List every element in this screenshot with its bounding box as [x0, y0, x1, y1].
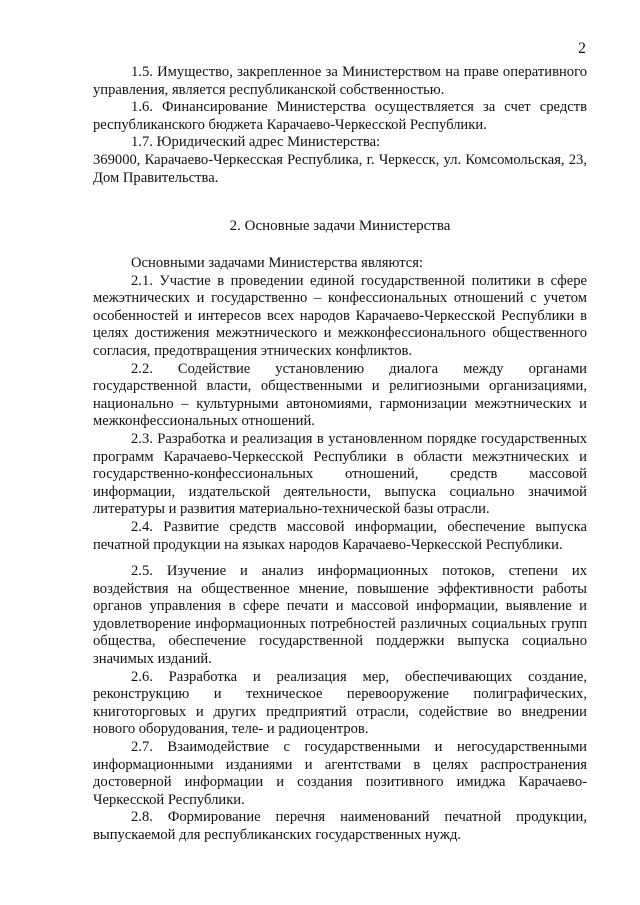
paragraph-1-6: 1.6. Финансирование Министерства осуществляется за счет средств республиканского бюджета Карачаево-Черкесской Республики.: [93, 99, 587, 133]
task-2-2: 2.2. Содействие установлению диалога между органами государственной власти, общественными и религиозными организациями, национально – культурными автономиями, гармонизации межэтнических и межконфессиональных отношений.: [93, 360, 587, 430]
tasks-section: [93, 255, 587, 845]
section-title: 2. Основные задачи Министерства: [229, 218, 451, 234]
address-line: 369000, Карачаево-Черкесская Республика, г. Черкесск, ул. Комсомольская, 23, Дом Правительства.: [93, 151, 587, 186]
paragraph-1-5: 1.5. Имущество, закрепленное за Министерством на праве оперативного управления, является республиканской собственностью.: [93, 64, 587, 98]
section-intro: Основными задачами Министерства являются:: [131, 255, 424, 271]
task-2-6: 2.6. Разработка и реализация мер, обеспечивающих создание, реконструкцию и техническое перевооружение полиграфических, книготорговых и других предприятий отрасли, содействие во внедрении нового оборудования, теле- и радиоцентров.: [93, 668, 587, 738]
task-2-4: 2.4. Развитие средств массовой информации, обеспечение выпуска печатной продукции на языках народов Карачаево-Черкесской Республики.: [93, 518, 587, 553]
task-2-8: 2.8. Формирование перечня наименований печатной продукции, выпускаемой для республиканских государственных нужд.: [93, 809, 587, 843]
task-2-7: 2.7. Взаимодействие с государственными и негосударственными информационными изданиями и агентствами в целях распространения достоверной информации и создания позитивного имиджа Карачаево-Черкесской Республики.: [93, 739, 587, 808]
paragraph-1-7: 1.7. Юридический адрес Министерства:: [131, 134, 381, 151]
task-2-3: 2.3. Разработка и реализация в установленном порядке государственных программ Карачаево-Черкесской Республики в области межэтнических и государственно-конфессиональных отношений, средств массовой информации, издательской деятельности, выпуска социально значимой литературы и развития материально-технической базы отрасли.: [93, 430, 587, 518]
top-section: [93, 64, 587, 187]
task-2-5: 2.5. Изучение и анализ информационных потоков, степени их воздействия на общественное мнение, повышение эффективности работы органов управления в сфере печати и массовой информации, выявление и удовлетворение информационных потребностей различных социальных групп общества, обеспечение государственной поддержки выпуска социально значимых изданий.: [93, 563, 587, 668]
task-2-1: 2.1. Участие в проведении единой государственной политики в сфере межэтнических и государственно – конфессиональных отношений с учетом особенностей и интересов всех народов Карачаево-Черкесской Республики в целях достижения межэтнического и межконфессионального общественного согласия, предотвращения этнических конфликтов.: [93, 272, 587, 359]
page-number: 2: [578, 40, 586, 57]
